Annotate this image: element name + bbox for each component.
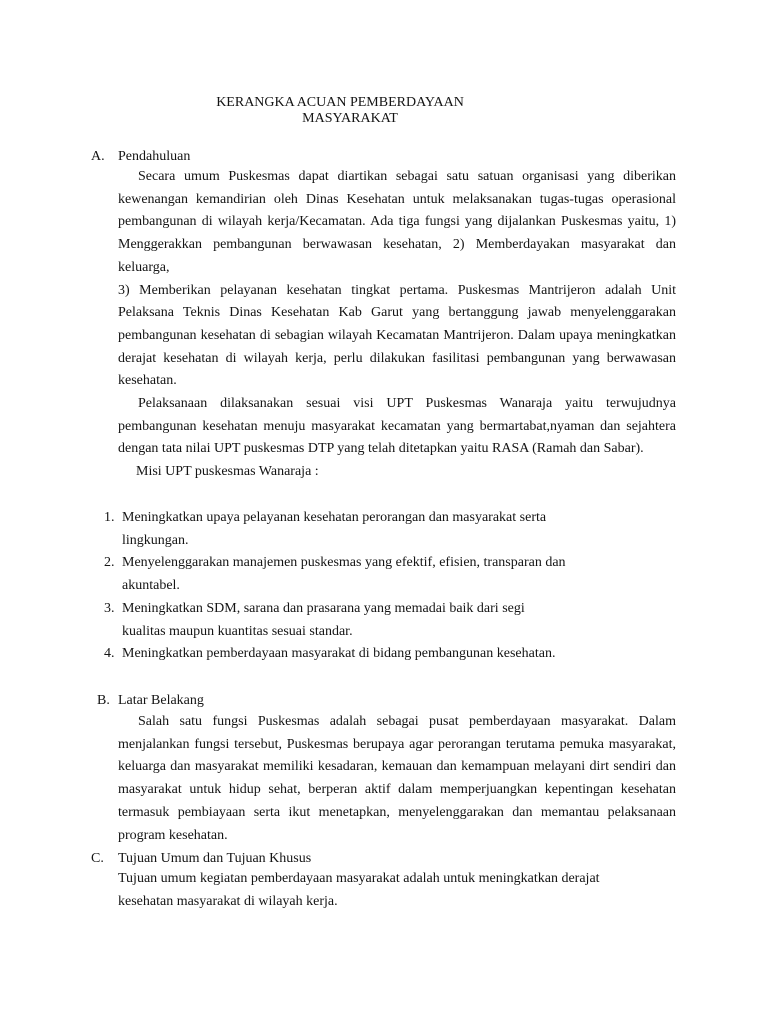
list-item-line-1: Meningkatkan pemberdayaan masyarakat di bidang pembangunan kesehatan.: [122, 646, 556, 662]
list-item: [104, 552, 664, 597]
list-item-line-2: akuntabel.: [122, 578, 180, 594]
section-a-paragraph-3: Pelaksanaan dilaksanakan sesuai visi UPT Puskesmas Wanaraja yaitu terwujudnya pembangunan kesehatan menuju masyarakat kecamatan yang bermartabat,nyaman dan sejahtera dengan tata nilai UPT puskesmas DTP yang telah ditetapkan yaitu RASA (Ramah dan Sabar).: [118, 396, 676, 457]
section-b-heading: [97, 690, 204, 713]
section-c-title: Tujuan Umum dan Tujuan Khusus: [118, 851, 312, 866]
section-a-body: [118, 166, 676, 484]
misi-list: [104, 507, 664, 666]
section-b-paragraph-1: Salah satu fungsi Puskesmas adalah sebagai pusat pemberdayaan masyarakat. Dalam menjalankan fungsi tersebut, Puskesmas berupaya agar perorangan terutama pemuka masyarakat, keluarga dan masyarakat memiliki kesadaran, kemauan dan kemampuan melayani dirt sendiri dan masyarakat untuk hidup sehat, berperan aktif dalam memperjuangkan kepentingan kesehatan termasuk pembiayaan serta ikut menetapkan, menyelenggarakan dan memantau pelaksanaan program kesehatan.: [118, 714, 676, 843]
title-line-2: MASYARAKAT: [302, 111, 398, 126]
section-c-paragraph-1: Tujuan umum kegiatan pemberdayaan masyarakat adalah untuk meningkatkan derajat kesehatan masyarakat di wilayah kerja.: [118, 871, 600, 909]
misi-label: Misi UPT puskesmas Wanaraja :: [136, 464, 319, 480]
section-b-body: [118, 711, 676, 847]
list-item-number: 4.: [104, 646, 115, 662]
section-b-title: Latar Belakang: [118, 693, 204, 708]
list-item-line-1: Meningkatkan upaya pelayanan kesehatan perorangan dan masyarakat serta: [122, 510, 547, 525]
section-b-letter: B.: [97, 693, 110, 708]
list-item-number: 3.: [104, 600, 115, 616]
list-item-number: 2.: [104, 555, 115, 571]
list-item: [104, 643, 664, 666]
title-line-1: KERANGKA ACUAN PEMBERDAYAAN: [216, 95, 464, 110]
list-item-line-1: Menyelenggarakan manajemen puskesmas yang efektif, efisien, transparan dan: [122, 555, 566, 571]
section-a-letter: A.: [91, 149, 105, 164]
list-item-line-1: Meningkatkan SDM, sarana dan prasarana yang memadai baik dari segi: [122, 600, 525, 616]
list-item-line-2: kualitas maupun kuantitas sesuai standar.: [122, 623, 353, 639]
list-item-line-2: lingkungan.: [122, 532, 189, 548]
list-item: [104, 507, 664, 552]
section-c-body: [118, 868, 658, 913]
section-a-paragraph-1: Secara umum Puskesmas dapat diartikan sebagai satu satuan organisasi yang diberikan kewenangan kemandirian oleh Dinas Kesehatan untuk melaksanakan tugas-tugas operasional pembangunan di wilayah kerja/Kecamatan. Ada tiga fungsi yang dijalankan Puskesmas yaitu, 1) Menggerakkan pembangunan berwawasan kesehatan, 2) Memberdayakan masyarakat dan keluarga,: [118, 169, 676, 275]
section-c-letter: C.: [91, 851, 104, 866]
section-a-title: Pendahuluan: [118, 149, 191, 164]
list-item-number: 1.: [104, 510, 115, 525]
list-item: [104, 598, 664, 643]
section-a-paragraph-2: 3) Memberikan pelayanan kesehatan tingkat pertama. Puskesmas Mantrijeron adalah Unit Pelaksana Teknis Dinas Kesehatan Kab Garut yang bertanggung jawab menyelenggarakan pembangunan kesehatan di sebagian wilayah Kecamatan Mantrijeron. Dalam upaya meningkatkan derajat kesehatan di wilayah kerja, perlu dilakukan fasilitasi pembangunan yang berwawasan kesehatan.: [118, 282, 676, 389]
document-title: [180, 95, 500, 127]
